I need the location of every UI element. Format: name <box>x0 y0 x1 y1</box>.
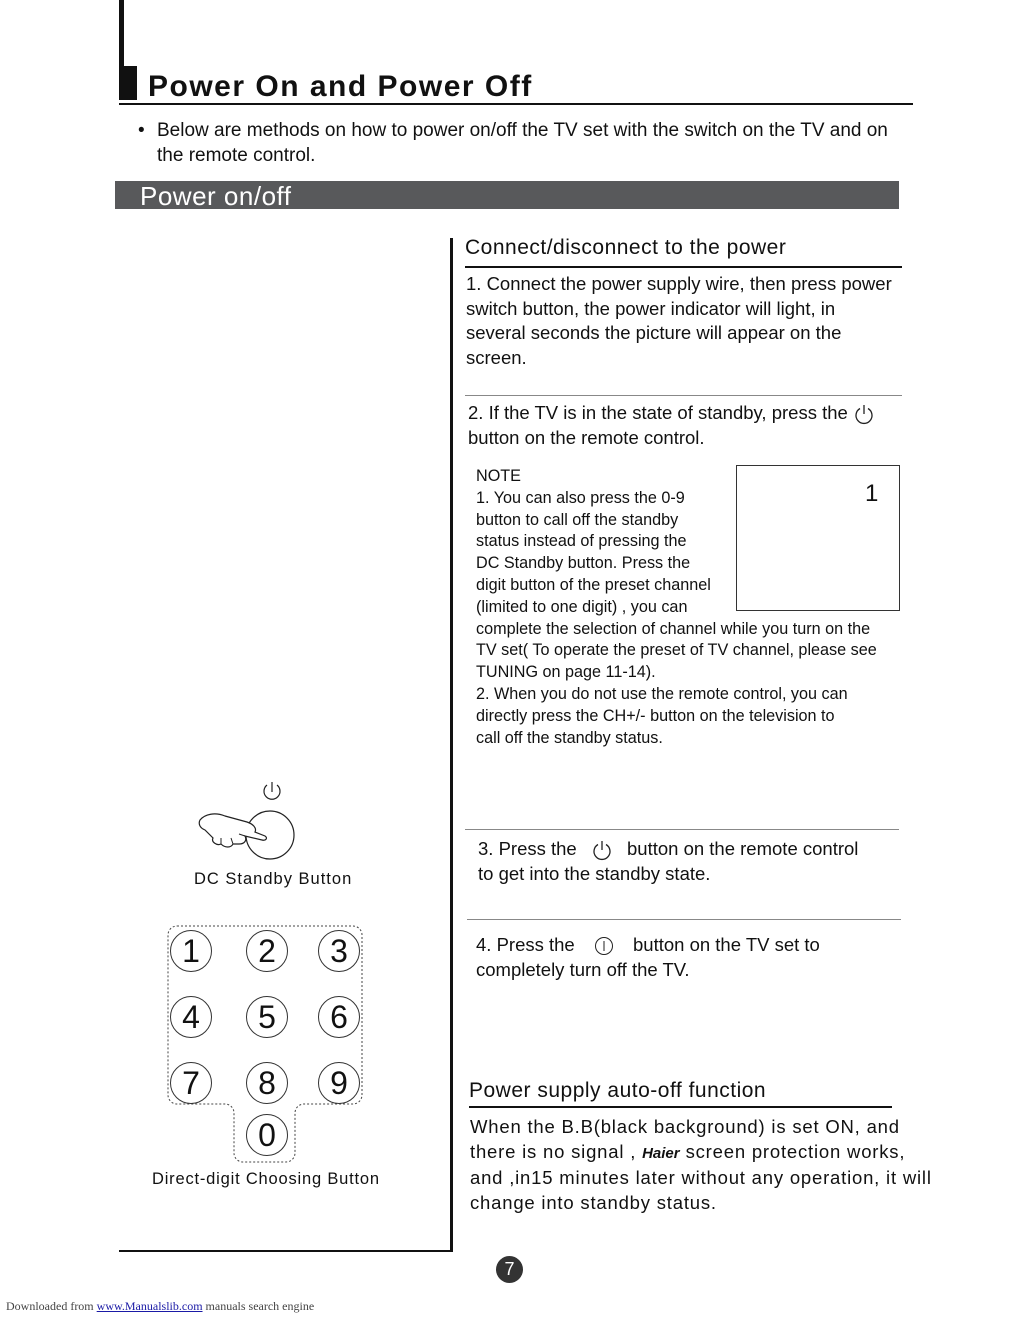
note-1-line: 1. You can also press the 0-9 <box>476 488 685 507</box>
note-block <box>476 466 926 749</box>
footer-prefix: Downloaded from <box>6 1299 94 1313</box>
note-1-line: button to call off the standby <box>476 510 679 529</box>
haier-logo: Haier <box>642 1144 680 1162</box>
note-1-line: digit button of the preset channel <box>476 575 711 594</box>
note-1-line: TUNING on page 11-14). <box>476 663 656 682</box>
screen-channel-number: 1 <box>865 480 879 507</box>
step-2-text <box>468 401 888 450</box>
note-1-line: complete the selection of channel while you turn on the <box>476 619 871 638</box>
page-number: 7 <box>496 1256 523 1283</box>
digit-button-5: 5 <box>246 996 288 1038</box>
step-4-text <box>476 933 906 982</box>
title-underline <box>119 103 913 105</box>
step-3-tail: to get into the standby state. <box>478 862 711 884</box>
bullet-icon: • <box>138 120 145 141</box>
title-accent-block <box>119 66 137 100</box>
footer-link[interactable]: www.Manualslib.com <box>96 1299 203 1313</box>
digit-caption: Direct-digit Choosing Button <box>152 1170 380 1188</box>
step-4-mid: button on the TV set to <box>633 934 820 955</box>
autooff-text <box>470 1115 940 1215</box>
page-title: Power On and Power Off <box>148 70 533 103</box>
dc-standby-caption: DC Standby Button <box>194 870 353 888</box>
divider-1 <box>465 395 902 396</box>
step-2-tail: button on the remote control. <box>468 426 705 448</box>
digit-button-8: 8 <box>246 1062 288 1104</box>
digit-button-1: 1 <box>170 930 212 972</box>
bottom-rule <box>119 1250 453 1252</box>
connect-heading: Connect/disconnect to the power <box>465 236 787 259</box>
note-title: NOTE <box>476 467 521 485</box>
digit-button-7: 7 <box>170 1062 212 1104</box>
step-4-tail: completely turn off the TV. <box>476 958 690 980</box>
note-2-line: directly press the CH+/- button on the television to <box>476 706 835 725</box>
step-3-lead: 3. Press the <box>478 838 577 859</box>
intro-paragraph <box>138 118 918 168</box>
footer <box>6 1299 314 1314</box>
column-divider <box>450 238 453 1252</box>
power-switch-icon <box>580 935 628 957</box>
digit-button-9: 9 <box>318 1062 360 1104</box>
step-3-mid: button on the remote control <box>627 838 859 859</box>
divider-2 <box>465 829 899 830</box>
hand-pressing-button-icon <box>195 778 305 868</box>
digit-button-6: 6 <box>318 996 360 1038</box>
digit-button-0: 0 <box>246 1114 288 1156</box>
digit-button-2: 2 <box>246 930 288 972</box>
note-1-line: DC Standby button. Press the <box>476 554 691 573</box>
note-2-line: call off the standby status. <box>476 728 663 747</box>
footer-suffix: manuals search engine <box>205 1299 315 1313</box>
digit-button-4: 4 <box>170 996 212 1038</box>
note-1-line: (limited to one digit) , you can <box>476 597 688 616</box>
note-2-line: 2. When you do not use the remote control, you can <box>476 684 848 703</box>
step-1-text: 1. Connect the power supply wire, then press power switch button, the power indicator will light, in several seconds the picture will appear on the screen. <box>466 273 892 368</box>
autooff-heading-underline <box>469 1106 892 1108</box>
autooff-text-a: When the B.B(black background) is set ON, and there is no signal , <box>470 1116 900 1162</box>
digit-button-3: 3 <box>318 930 360 972</box>
section-title: Power on/off <box>140 181 292 211</box>
autooff-heading: Power supply auto-off function <box>469 1079 767 1102</box>
connect-heading-underline <box>465 266 902 268</box>
step-4-lead: 4. Press the <box>476 934 575 955</box>
divider-3 <box>467 919 901 920</box>
power-icon <box>853 403 875 425</box>
intro-text: Below are methods on how to power on/off the TV set with the switch on the TV and on the remote control. <box>157 120 888 166</box>
step-3-text <box>478 837 908 886</box>
step-2-lead: 2. If the TV is in the state of standby, press the <box>468 402 848 423</box>
power-icon <box>582 839 622 861</box>
note-1-line: status instead of pressing the <box>476 532 687 551</box>
autooff-text-b: screen protection works, and ,in15 minutes later without any operation, it will change into standby status. <box>470 1140 932 1213</box>
note-1-line: TV set( To operate the preset of TV channel, please see <box>476 641 877 660</box>
